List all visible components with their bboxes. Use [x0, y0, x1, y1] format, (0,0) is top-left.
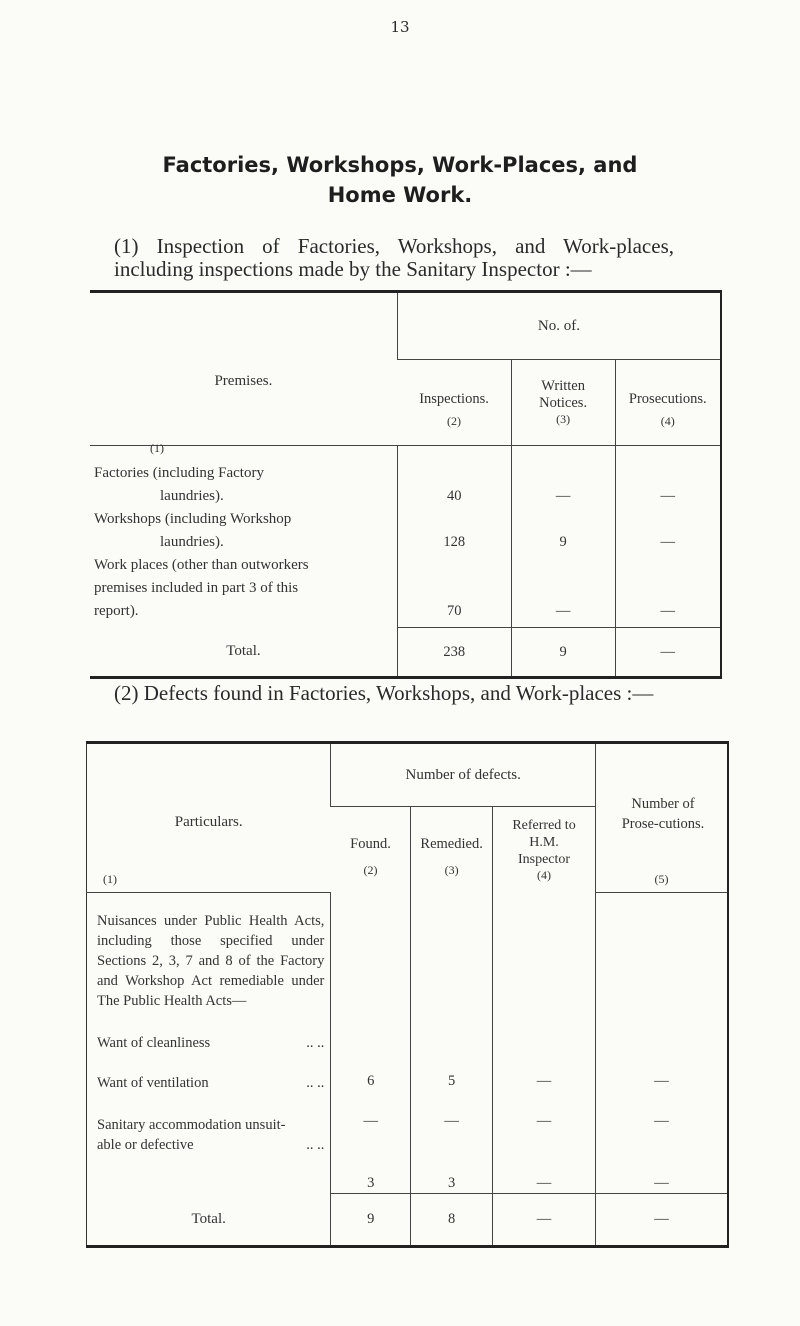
notices-value: —: [555, 603, 571, 619]
prosecutions-header: [595, 743, 728, 893]
found-value: —: [363, 1112, 379, 1129]
inspections-title: Inspections.: [419, 390, 489, 407]
notices-values: [511, 446, 615, 628]
leader-dots: .. ..: [306, 1035, 325, 1051]
total-found: 9: [331, 1194, 411, 1247]
remedied-col-number: (3): [444, 862, 459, 877]
referred-col-number: (4): [537, 867, 552, 882]
referred-value: —: [536, 1112, 552, 1129]
found-value: 6: [367, 1072, 375, 1089]
premises-col-number: (1): [150, 441, 164, 455]
total-prosecutions: —: [615, 628, 721, 678]
list-item: [97, 1073, 324, 1093]
particulars-col-number: (1): [103, 872, 117, 886]
found-values: [331, 893, 411, 1194]
referred-value: —: [536, 1072, 552, 1089]
leader-dots: .. ..: [306, 1075, 325, 1091]
row-label: Want of cleanliness: [97, 1035, 211, 1051]
page-number: 13: [390, 18, 410, 36]
total-label: Total.: [191, 1210, 226, 1227]
page-heading: [0, 150, 800, 210]
total-remedied: 8: [411, 1194, 493, 1247]
row-label: Sanitary accommodation unsuit-: [97, 1117, 286, 1133]
total-referred: —: [493, 1194, 596, 1247]
found-header: [331, 807, 411, 893]
prosecutions-header: [615, 360, 721, 446]
heading-line-2: Home Work.: [327, 183, 473, 207]
heading-line-1: Factories, Workshops, Work-Places, and: [162, 153, 638, 177]
inspections-col-number: (2): [447, 413, 462, 428]
inspections-values: [397, 446, 511, 628]
remedied-values: [411, 893, 493, 1194]
written-notices-title: Written Notices.: [539, 378, 588, 411]
found-value: 3: [367, 1174, 375, 1191]
row-label-continued: able or defective: [97, 1137, 194, 1153]
premises-factories-line1: Factories (including Factory: [94, 465, 264, 481]
premises-workplaces-line3: report).: [94, 603, 139, 619]
notices-value: 9: [559, 534, 567, 550]
no-of-group-header: No. of.: [397, 292, 721, 360]
remedied-title: Remedied.: [420, 835, 483, 852]
section-1-intro: (1) Inspection of Factories, Workshops, and Work-places, including inspections made by the Sanitary Inspector :—: [114, 234, 674, 281]
referred-title: Referred to H.M. Inspector: [512, 817, 576, 867]
premises-factories-line2: laundries).: [160, 488, 224, 504]
referred-value: —: [536, 1174, 552, 1191]
premises-workshops-line2: laundries).: [160, 534, 224, 550]
total-row: [90, 628, 721, 678]
remedied-value: 5: [448, 1072, 456, 1089]
defects-table: [86, 741, 729, 1248]
written-notices-header: [511, 360, 615, 446]
prosecution-value: —: [654, 1175, 669, 1191]
found-col-number: (2): [363, 862, 378, 877]
remedied-header: [411, 807, 493, 893]
premises-workshops-line1: Workshops (including Workshop: [94, 511, 292, 527]
remedied-value: —: [444, 1112, 459, 1129]
inspections-value: 128: [443, 534, 466, 550]
prosecution-value: —: [654, 1073, 669, 1089]
number-of-defects-header: Number of defects.: [331, 743, 596, 807]
table-row: [90, 446, 721, 628]
prosecutions-value: —: [660, 534, 676, 550]
referred-header: [493, 807, 596, 893]
premises-header: [90, 292, 397, 455]
particulars-title: Particulars.: [174, 814, 243, 830]
list-item: [97, 1135, 324, 1155]
prosecutions-title: Number of Prose-cutions.: [621, 796, 705, 832]
row-label: Want of ventilation: [97, 1075, 209, 1091]
prosecutions-value: —: [660, 488, 676, 504]
inspections-value: 70: [447, 603, 462, 619]
total-row: [87, 1194, 729, 1247]
inspections-value: 40: [447, 488, 462, 504]
premises-workplaces-line1: Work places (other than outworkers: [94, 557, 309, 573]
written-notices-col-number: (3): [556, 412, 571, 426]
prosecutions-col-number: (4): [660, 413, 675, 428]
list-item: [97, 1033, 324, 1053]
inspections-table: [90, 290, 722, 679]
nuisances-intro: Nuisances under Public Health Acts, including those specified under Sections 2, 3, 7 and 8 of the Factory and Workshop Act remediable under The Public Health Acts—: [97, 913, 325, 1009]
total-label: Total.: [226, 643, 261, 660]
premises-title: Premises.: [214, 373, 273, 389]
total-inspections: 238: [397, 628, 511, 678]
referred-values: [493, 893, 596, 1194]
section-2-intro: (2) Defects found in Factories, Workshops, and Work-places :—: [114, 681, 654, 705]
inspections-header: [397, 360, 511, 446]
prosecutions-title: Prosecutions.: [628, 390, 707, 407]
prosecutions-values: [615, 446, 721, 628]
total-notices: 9: [511, 628, 615, 678]
defects-rows: [87, 893, 729, 1194]
premises-workplaces-line2: premises included in part 3 of this: [94, 580, 299, 596]
notices-value: —: [555, 488, 571, 504]
prosecutions-col-number: (5): [654, 872, 669, 886]
leader-dots: .. ..: [306, 1137, 325, 1153]
found-title: Found.: [350, 835, 391, 852]
prosecution-value: —: [654, 1113, 669, 1129]
premises-list: [90, 446, 397, 628]
particulars-list: [87, 893, 331, 1194]
particulars-header: [87, 743, 331, 893]
total-prosecutions: —: [595, 1194, 728, 1247]
remedied-value: 3: [448, 1174, 456, 1191]
prosecution-values: [595, 893, 728, 1194]
prosecutions-value: —: [660, 603, 676, 619]
